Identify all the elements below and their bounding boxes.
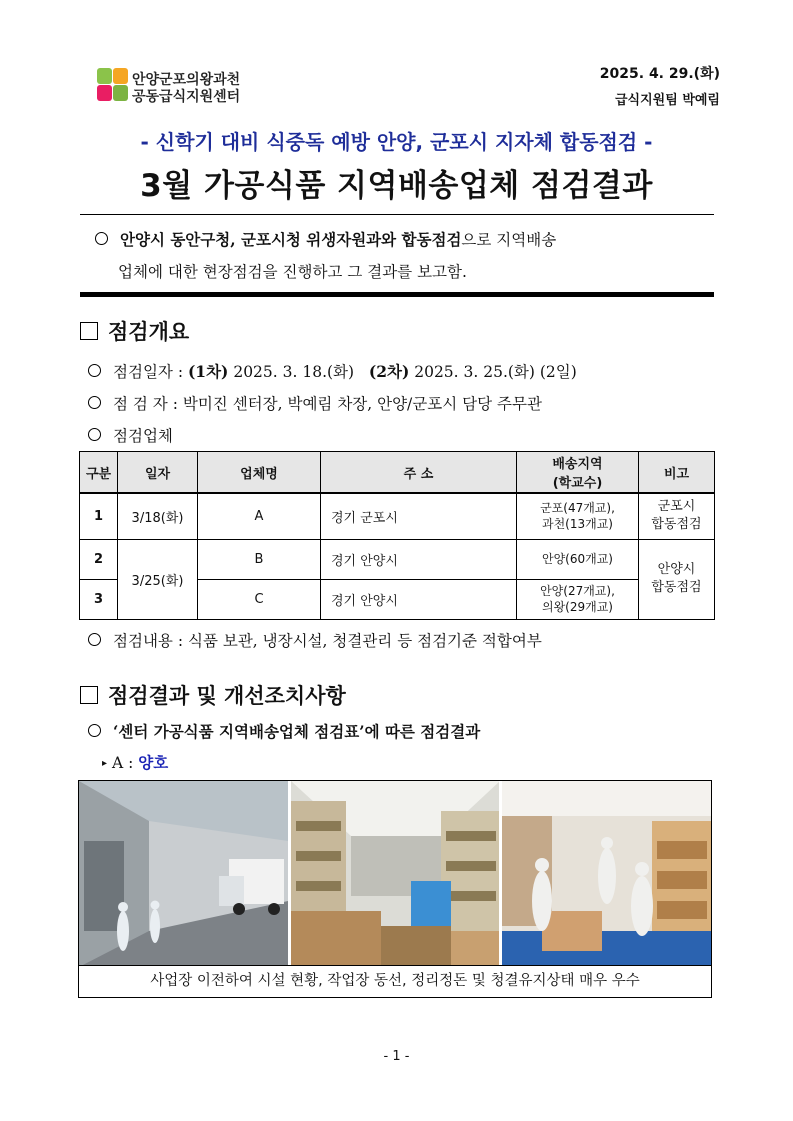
result-status: 양호 <box>138 754 169 772</box>
section-heading-overview: 점검개요 <box>80 316 189 346</box>
photo-strip <box>78 780 712 966</box>
photo-warehouse <box>291 781 500 965</box>
summary-line-1 <box>95 228 556 250</box>
inspection-content-line: 점검내용 : 식품 보관, 냉장시설, 청결관리 등 점검기준 적합여부 <box>88 629 542 651</box>
divider-thin <box>80 214 714 215</box>
inspectors-line: 점 검 자 : 박미진 센터장, 박예림 차장, 안양/군포시 담당 주무관 <box>88 392 542 414</box>
col-header-date: 일자 <box>118 452 198 494</box>
inspection-company-table <box>79 451 715 620</box>
bullet-circle-icon <box>95 232 108 245</box>
square-bullet-icon <box>80 322 98 340</box>
table-row: 1 3/18(화) A 경기 군포시 군포(47개교), 과천(13개교) 군포시 합동점검 <box>80 493 715 539</box>
center-logo-icon <box>97 68 129 102</box>
report-author: 급식지원팀 박예림 <box>615 93 720 108</box>
bullet-circle-icon <box>88 396 101 409</box>
logo-text-line1: 안양군포의왕과천 <box>132 72 241 88</box>
col-header-company: 업체명 <box>198 452 321 494</box>
section-heading-results: 점검결과 및 개선조치사항 <box>80 680 346 710</box>
companies-label-line: 점검업체 <box>88 424 173 446</box>
col-header-address: 주 소 <box>321 452 517 494</box>
document-title: 3월 가공식품 지역배송업체 점검결과 <box>140 168 653 204</box>
col-header-no: 구분 <box>80 452 118 494</box>
report-date: 2025. 4. 29.(화) <box>599 66 720 82</box>
inspection-date-line: 점검일자 : (1차) 2025. 3. 18.(화) (2차) 2025. 3. 25.(화) (2일) <box>88 360 577 382</box>
results-subline: ‘센터 가공식품 지역배송업체 점검표’에 따른 점검결과 <box>88 720 480 742</box>
bullet-circle-icon <box>88 633 101 646</box>
bullet-circle-icon <box>88 364 101 377</box>
table-header-row <box>80 452 715 494</box>
summary-rest: 으로 지역배송 <box>461 231 557 249</box>
col-header-note: 비고 <box>639 452 715 494</box>
photo-caption: 사업장 이전하여 시설 현황, 작업장 동선, 정리정돈 및 청결유지상태 매우 우수 <box>78 966 712 998</box>
document-subtitle: - 신학기 대비 식중독 예방 안양, 군포시 지자체 합동점검 - <box>140 130 653 154</box>
square-bullet-icon <box>80 686 98 704</box>
bullet-circle-icon <box>88 428 101 441</box>
divider-thick <box>80 292 714 297</box>
photo-exterior <box>79 781 288 965</box>
summary-line-2: 업체에 대한 현장점검을 진행하고 그 결과를 보고함. <box>118 263 467 281</box>
bullet-circle-icon <box>88 724 101 737</box>
company-a-result: ▸ A : 양호 <box>102 754 169 772</box>
page-number: - 1 - <box>383 1049 410 1064</box>
triangle-bullet-icon: ▸ <box>102 758 108 769</box>
col-header-area: 배송지역 (학교수) <box>517 452 639 494</box>
summary-bold: 안양시 동안구청, 군포시청 위생자원과와 합동점검 <box>120 230 462 249</box>
photo-storage-inspection <box>502 781 711 965</box>
logo-text-line2: 공동급식지원센터 <box>132 89 241 105</box>
table-row: 3 C 경기 안양시 안양(27개교), 의왕(29개교) <box>80 579 715 619</box>
table-row: 2 3/25(화) B 경기 안양시 안양(60개교) 안양시 합동점검 <box>80 539 715 579</box>
